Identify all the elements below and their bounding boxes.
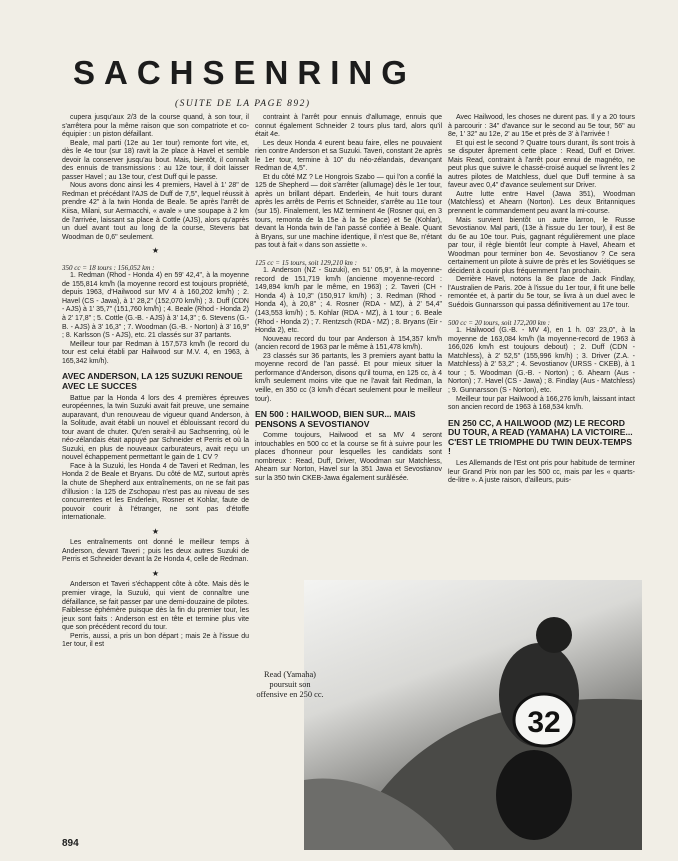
paragraph: Les entraînements ont donné le meilleur temps à Anderson, devant Taveri ; puis les deux autres Suzuki de Perris et Schneider devant la 2e Honda 4, celle de Redman. <box>62 539 249 564</box>
paragraph: Mais survient bientôt un autre larron, le Russe Sevostianov. Mal parti, (13e à l'issue du 1er tour), il est 8e du 6e au 10e tour. Puis, gagnant régulièrement une place par tour, il règle bientôt leur compte à Havel, Ahearn et Woodman pour terminer bon 4e. Sevostianov ? Ce sera certainement un pilote à suivre de près et les Soviétiques se décident à courir plus fréquemment l'an prochain. <box>448 216 635 275</box>
results-heading: 125 cc = 15 tours, soit 129,210 km : <box>255 258 357 267</box>
separator-star: ★ <box>151 526 160 536</box>
column-3 <box>448 114 635 486</box>
section-heading: EN 250 CC, A HAILWOOD (MZ) LE RECORD DU TOUR, A READ (YAMAHA) LA VICTOIRE... C'EST LE TRIOMPHE DU TWIN DEUX-TEMPS ! <box>448 417 633 457</box>
results-paragraph: 1. Redman (Rhod - Honda 4) en 59' 42,4", à la moyenne de 155,814 km/h (la moyenne record est toujours propriété, depuis 1963, d'Hailwood sur MV 4 à 160,202 km/h) ; 2. Havel (CS - Jawa), à 1' 28,2" (152,070 km/h) ; 3. Duff (CDN - AJS) à 1' 35,7" (151,760 km/h) ; 4. Beale (Rhod - Honda 2) à 2' 17,8" ; 5. Cottle (G.-B. - AJS) à 3' 14,3" ; 6. Stevens (G.-B. - AJS) à 3' 16,3" ; 7. Woodman (G.-B. - Norton) à 3' 16,9" ; 8. Karlsson (S - AJS), etc. 21 classés sur 37 partants. <box>62 272 249 340</box>
paragraph: Et du côté MZ ? Le Hongrois Szabo — qui l'on a confié la 125 de Shepherd — doit s'arrêter (allumage) dès le 1er tour, après un brillant départ. Enderlein, 4e huit tours durant après les arrêts de Perris et Schneider, s'arrête au 11e tour (sur 15). Finalement, les MZ terminent 4e (Rosner qui, en 3 tours, remonta de la 15e à la 5e place) et 5e (Kohlar), devant la Honda twin de l'an passé confiée à Beale. Quant à Bryans, sur une machine identique, il n'est que 8e, n'étant pas tout à fait « dans son assiette ». <box>255 173 442 250</box>
paragraph: Face à la Suzuki, les Honda 4 de Taveri et Redman, les Honda 2 de Beale et Bryans. Du côté de MZ, surtout après la chute de Shepherd aux entraînements, on ne se fait pas d'illusion : la 125 de Zschopau n'est pas au niveau de ses concurrentes et les Enderlein, Rosner et Kohlar, faute de pouvoir courir à l'étranger, ne sont pas d'étoffe internationale. <box>62 462 249 522</box>
separator-star: ★ <box>151 568 160 578</box>
paragraph: Et qui est le second ? Quatre tours durant, ils sont trois à se disputer âprement cette place : Read, Duff et Driver. Mais Read, contraint à l'arrêt pour ennui de magnéto, ne peut plus que suivre le chassé-croisé auquel se livrent les 2 autres pilotes de Matchless, duel que Duff termine à sa faveur avec 0,4" d'avance seulement sur Driver. <box>448 139 635 190</box>
paragraph: Autre lutte entre Havel (Jawa 351), Woodman (Matchless) et Ahearn (Norton). Les deux Britanniques prennent le commandement peu avant la mi-course. <box>448 190 635 216</box>
results-paragraph: 1. Anderson (NZ - Suzuki), en 51' 05,9", à la moyenne-record de 151,719 km/h (ancienne moyenne-record : 149,894 km/h par le même, en 1963) ; 2. Taveri (CH - Honda 4) à 10,3" (150,917 km/h) ; 3. Redman (Rhod - Honda 4), à 20,8" ; 4. Rosner (RDA - MZ), à 2' 54,4" (143,553 km/h) ; 5. Kohlar (RDA - MZ), à 1 tour ; 6. Beale (Rhod - Honda 2) ; 7. Rentzsch (RDA - MZ) ; 8. Bryans (Eir - Honda 2), etc. <box>255 267 442 335</box>
paragraph: Nouveau record du tour par Anderson à 154,357 km/h (ancien record de 1963 par le même à 151,478 km/h). <box>255 335 442 352</box>
paragraph: Battue par la Honda 4 lors des 4 premières épreuves européennes, la twin Suzuki avait fait preuve, une semaine auparavant, d'un renouveau de vigueur quand Anderson, à la Solitude, avait établi un nouvel et éblouissant record du tour avant de chuter. Qu'en serait-il au Sachsenring, où le néo-zélandais était appuyé par Schneider et Perris et où la Suzuki, en plus de nouveaux carburateurs, avait reçu un nouvel échappement permettant le gain de 1 CV ? <box>62 394 249 462</box>
paragraph: Derrière Havel, notons la 8e place de Jack Findlay, l'Australien de Paris. 20e à l'issue du 1er tour, il fit une belle remontée et, à partir du 5e tour, se livra à un duel avec le Suédois Gunnarsson qui passa définitivement au 17e tour. <box>448 276 635 310</box>
motorcycle-illustration <box>304 580 642 850</box>
paragraph: Meilleur tour par Hailwood à 166,276 km/h, laissant intact son ancien record de 1963 à 168,534 km/h. <box>448 395 635 412</box>
article-subtitle: (SUITE DE LA PAGE 892) <box>175 99 311 109</box>
column-1 <box>62 114 249 650</box>
paragraph: cupera jusqu'aux 2/3 de la course quand, à son tour, il s'arrêtera pour la même raison que son compatriote et co-équipier : un piston défaillant. <box>62 114 249 139</box>
section-heading: AVEC ANDERSON, LA 125 SUZUKI RENOUE AVEC LE SUCCES <box>62 371 243 391</box>
section-heading: EN 500 : HAILWOOD, BIEN SUR... MAIS PENSONS A SEVOSTIANOV <box>255 409 416 429</box>
results-heading: 350 cc = 18 tours : 156,052 km : <box>62 263 155 272</box>
paragraph: Beale, mal parti (12e au 1er tour) remonte fort vite, et, dès le 4e tour (sur 18) ravit la 2e place à Havel et semble devoir la conserver jusqu'au bout. Mais, bientôt, il connaît des ennuis de transmissions : au 12e tour, il doit laisser passer Havel ; au 13e tour, c'est Duff qui le passe. <box>62 139 249 181</box>
column-2 <box>255 114 442 484</box>
paragraph: Anderson et Taveri s'échappent côte à côte. Mais dès le premier virage, la Suzuki, qui vient de connaître une défaillance, se fait passer par une demi-douzaine de pilotes. Faiblesse éphémère puisque dès la fin du premier tour, les jeux sont faits : Anderson est en tête et termine plus vite que son précédent record du tour. <box>62 581 249 632</box>
race-number: 32 <box>527 706 561 739</box>
paragraph: Nous avons donc ainsi les 4 premiers, Havel à 1' 28" de Redman et précédant l'AJS de Duff de 7,5", lequel réussit à prendre 42" à la twin Honda de Beale. 5e après l'arrêt de Kiisa, Milani, sur Aermacchi, « avale » une soupape à 2 km de l'arrivée, laissant sa place à Cottle (AJS), alors qu'après un duel avant tout au long de la course, Stevens bat Woodman de 0,6" seulement. <box>62 182 249 241</box>
paragraph: 23 classés sur 36 partants, les 3 premiers ayant battu la moyenne record de l'an passé. Et pour mieux situer la performance d'Anderson, disons qu'il tourna, en 125 cc, à 4 km/h seulement moins vite que ne l'avait fait Redman, la veille, en 350 cc (3 km/h d'écart seulement pour le meilleur tour). <box>255 352 442 403</box>
paragraph: contraint à l'arrêt pour ennuis d'allumage, ennuis que connut également Schneider 2 tours plus tard, alors qu'il était 4e. <box>255 114 442 139</box>
page-number: 894 <box>62 838 79 849</box>
results-heading: 500 cc = 20 tours, soit 172,200 km : <box>448 318 550 327</box>
paragraph: Les deux Honda 4 eurent beau faire, elles ne pouvaient rien contre Anderson et sa Suzuki. Taveri, constant 2e après le 1er tour, termine à 10" du néo-zélandais, devançant Redman de 4,5". <box>255 139 442 173</box>
separator-star: ★ <box>151 246 160 256</box>
paragraph: Comme toujours, Hailwood et sa MV 4 seront intouchables en 500 cc et la course se fit à suivre pour les places d'honneur pour lesquelles les candidats sont nombreux : Read, Duff, Driver, Woodman sur Matchless, Ahearn sur Norton, Havel sur la 351 Jawa et Sevostianov sur la 350 twin CKEB-Jawa également surâlésée. <box>255 432 442 482</box>
paragraph: Meilleur tour par Redman à 157,573 km/h (le record du tour est celui établi par Hailwood sur M.V. 4, en 1963, à 165,342 km/h). <box>62 340 249 365</box>
paragraph: Perris, aussi, a pris un bon départ ; mais 2e à l'issue du 1er tour, il est <box>62 632 249 649</box>
results-paragraph: 1. Hailwood (G.-B. - MV 4), en 1 h. 03' 23,0", à la moyenne de 163,084 km/h (la moyenne-record de 1963 à 166,026 km/h est toujours debout) ; 2. Duff (CDN - Matchless), à 2' 52,5" (155,996 km/h) ; 3. Driver (Z.A. - Matchless) à 2' 53,2" ; 4. Sevostianov (URSS - CKEB), à 1 tour ; 5. Woodman (G.-B. - Norton) ; 6. Ahearn (Aus - Norton) ; 7. Havel (CS - Jawa) ; 8. Findlay (Aus - Matchless) ; 9. Gunnarsson (S - Norton), etc. <box>448 327 635 394</box>
article-title: SACHSENRING <box>73 54 416 91</box>
race-photo <box>304 580 642 850</box>
photo-caption: Read (Yamaha) poursuit son offensive en 250 cc. <box>256 670 324 699</box>
paragraph: Avec Hailwood, les choses ne durent pas. Il y a 20 tours à parcourir : 34" d'avance sur le second au 5e tour, 56" au 8e, 1' 32" au 12e, 2' au 15e et près de 3' à l'arrivée ! <box>448 114 635 139</box>
paragraph: Les Allemands de l'Est ont pris pour habitude de terminer leur Grand Prix non par les 500 cc, mais par les « quarts-de-litre ». A juste raison, d'ailleurs, puis- <box>448 459 635 485</box>
